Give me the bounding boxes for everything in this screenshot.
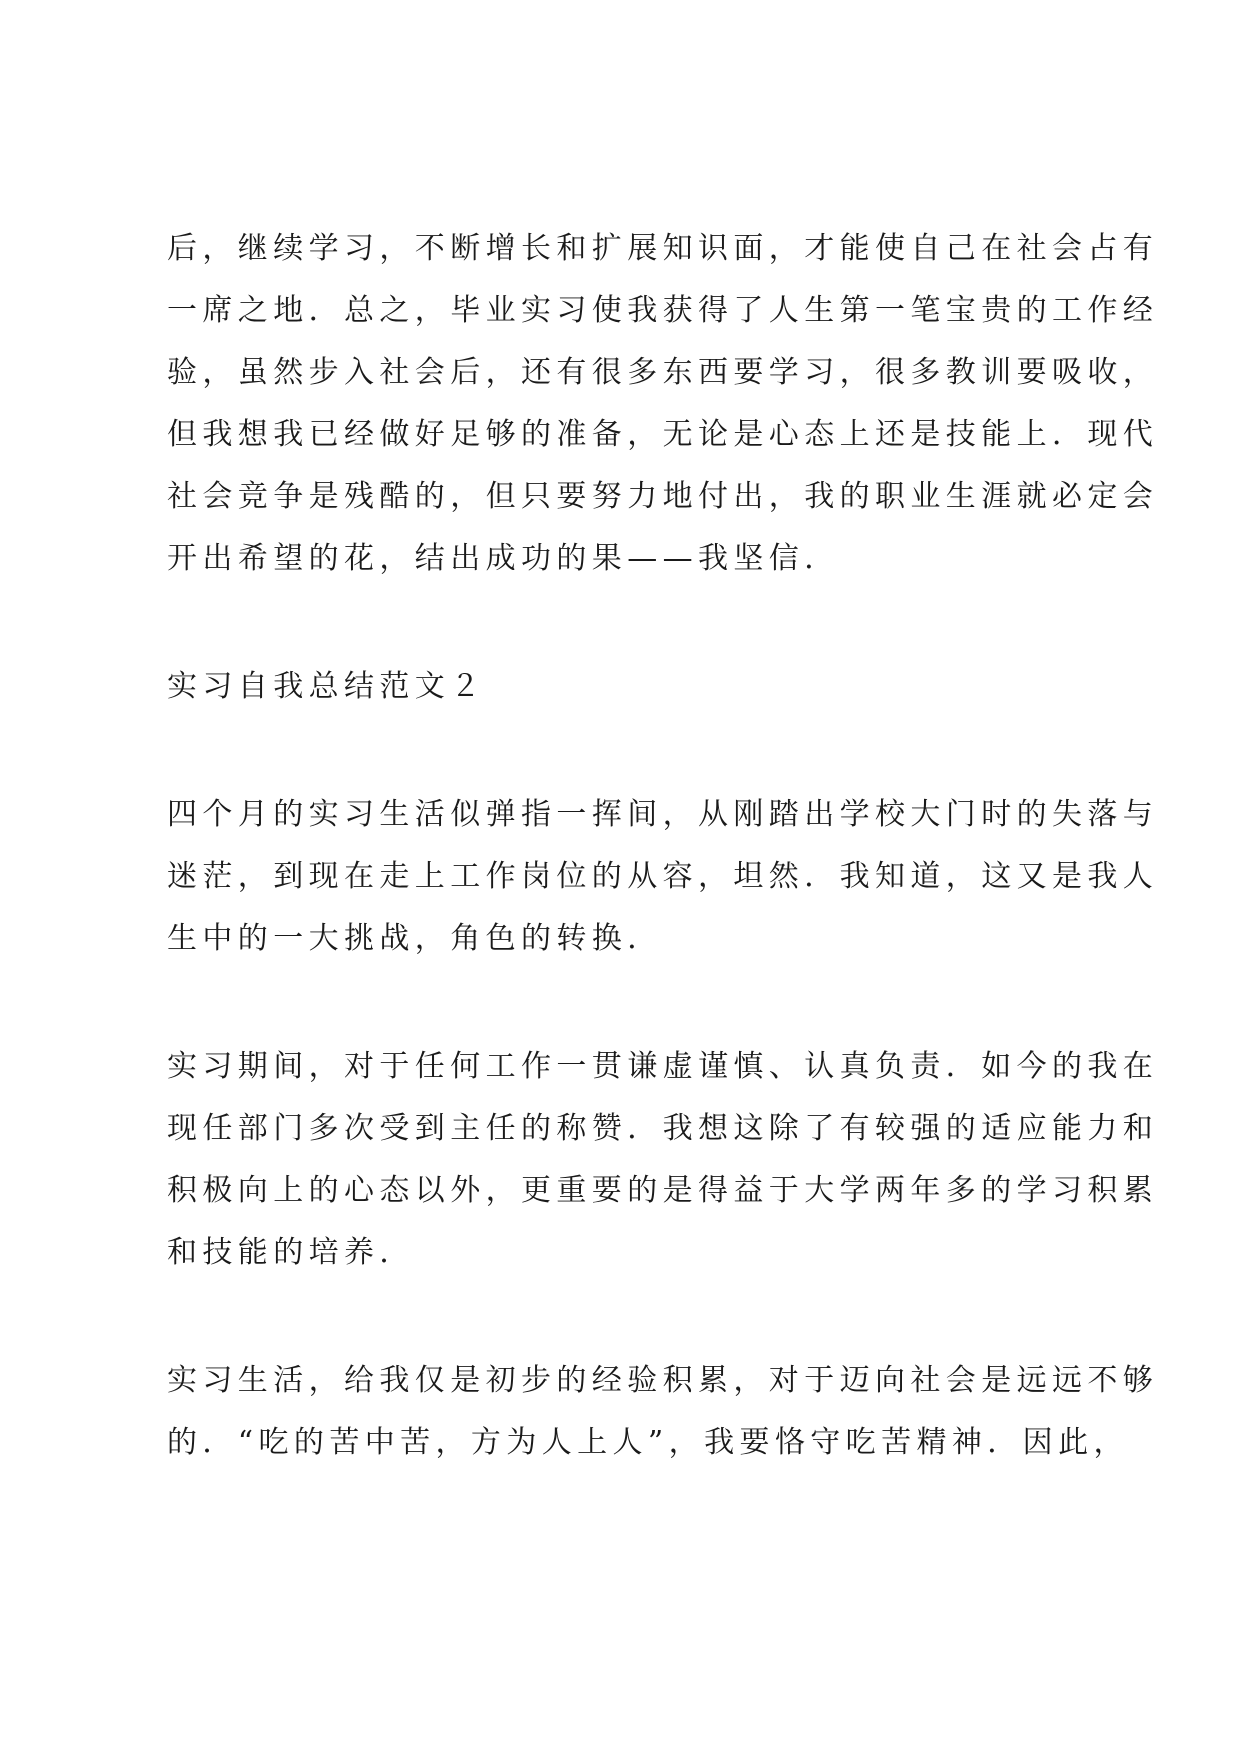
paragraph-line: 迷茫，到现在走上工作岗位的从容，坦然．我知道，这又是我人: [167, 859, 1159, 894]
paragraph-line: 一席之地．总之，毕业实习使我获得了人生第一笔宝贵的工作经: [167, 293, 1159, 328]
paragraph-line: 和技能的培养．: [167, 1235, 415, 1270]
paragraph-line: 实习生活，给我仅是初步的经验积累，对于迈向社会是远远不够: [167, 1363, 1159, 1398]
paragraph-line: 实习期间，对于任何工作一贯谦虚谨慎、认真负责．如今的我在: [167, 1049, 1159, 1084]
paragraph-line: 生中的一大挑战，角色的转换．: [167, 921, 663, 956]
paragraph-line: 后，继续学习，不断增长和扩展知识面，才能使自己在社会占有: [167, 231, 1159, 266]
paragraph-line: 积极向上的心态以外，更重要的是得益于大学两年多的学习积累: [167, 1173, 1159, 1208]
paragraph-line: 验，虽然步入社会后，还有很多东西要学习，很多教训要吸收，: [167, 355, 1159, 390]
paragraph-line: 现任部门多次受到主任的称赞．我想这除了有较强的适应能力和: [167, 1111, 1159, 1146]
paragraph-line: 开出希望的花，结出成功的果——我坚信．: [167, 541, 840, 576]
paragraph-line: 但我想我已经做好足够的准备，无论是心态上还是技能上．现代: [167, 417, 1159, 452]
paragraph-line: 社会竞争是残酷的，但只要努力地付出，我的职业生涯就必定会: [167, 479, 1159, 514]
paragraph-line: 四个月的实习生活似弹指一挥间，从刚踏出学校大门时的失落与: [167, 797, 1159, 832]
paragraph-line: 的．“吃的苦中苦，方为人上人”，我要恪守吃苦精神．因此，: [167, 1425, 1129, 1460]
section-heading: 实习自我总结范文２: [167, 669, 486, 704]
